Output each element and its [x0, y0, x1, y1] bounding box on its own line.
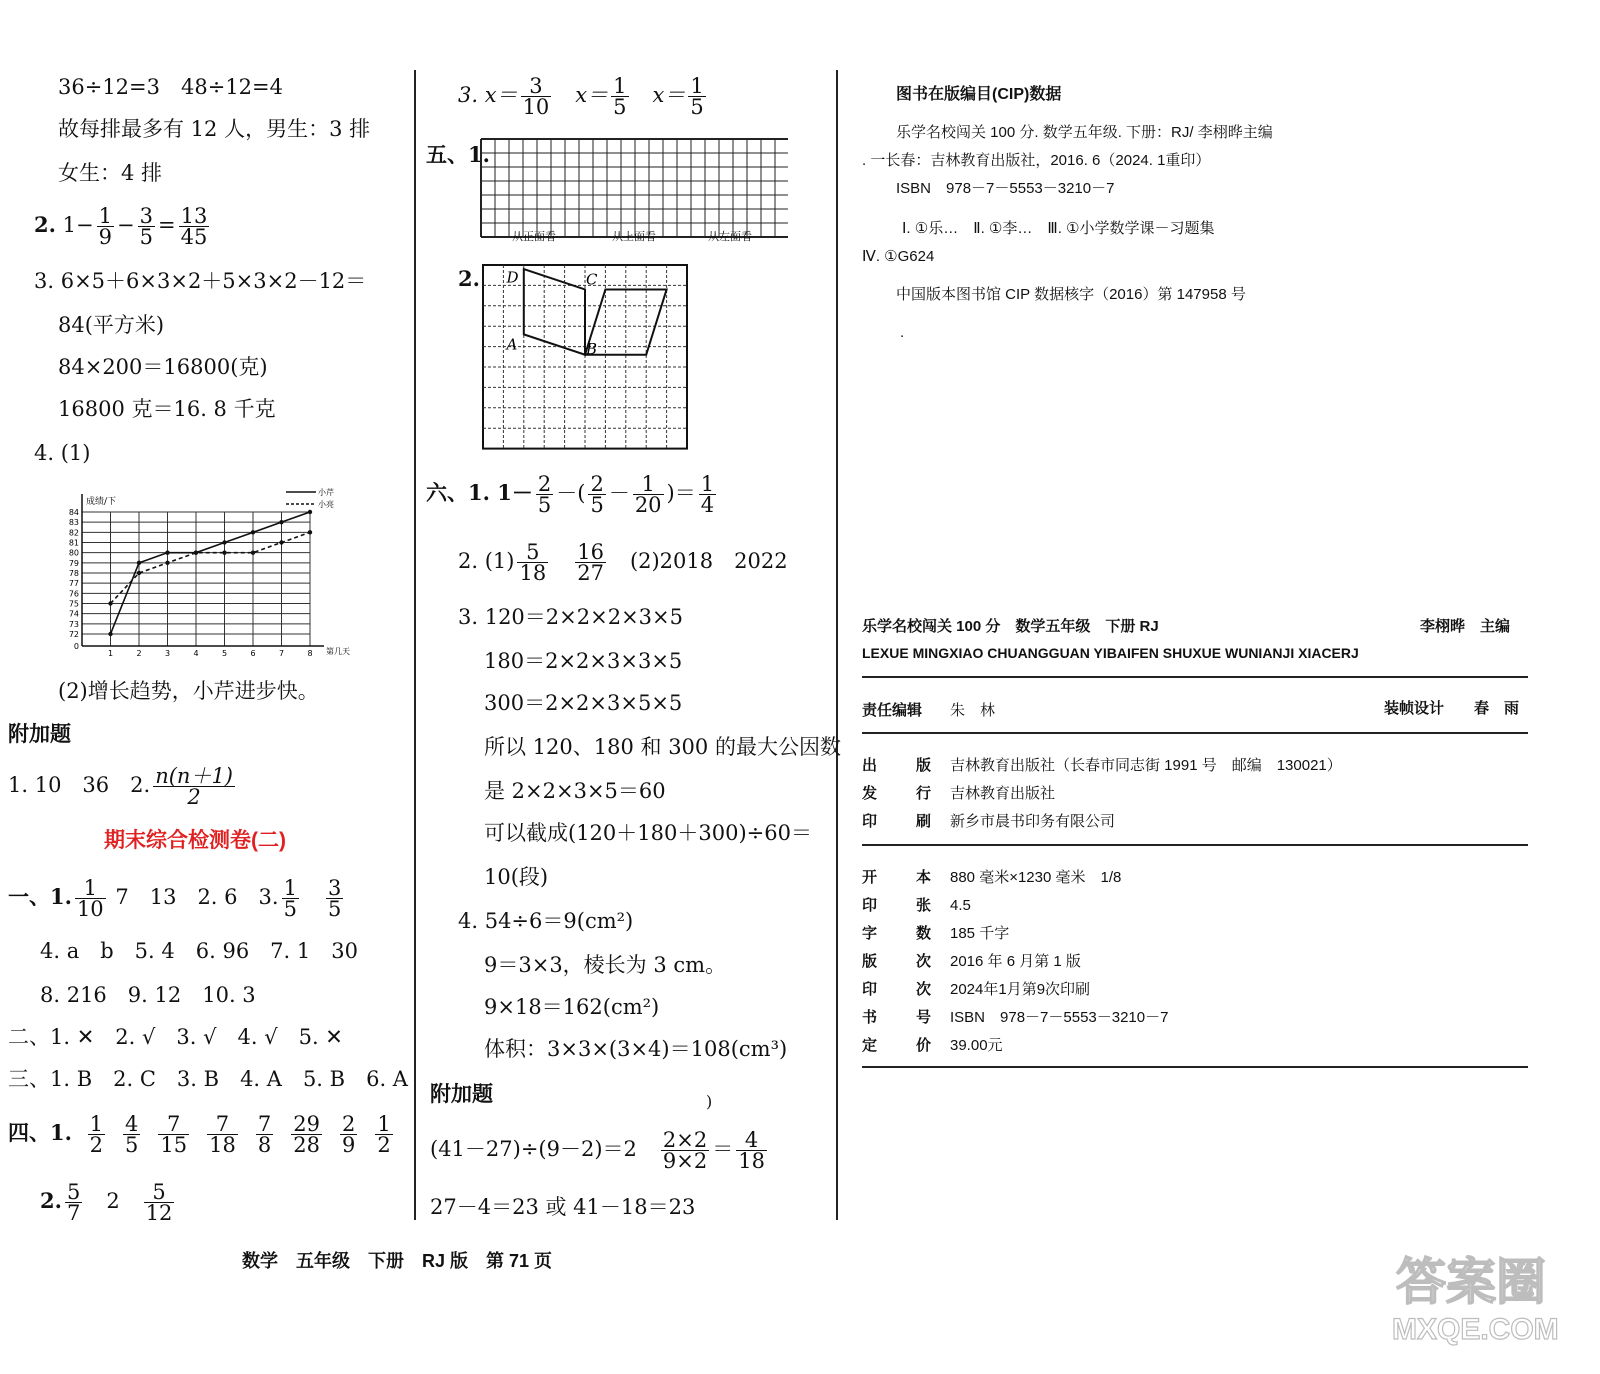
- fraction: $\frac{n(n+1)}{2}$: [155, 764, 233, 809]
- answer-line: 9×18＝162(cm²): [484, 995, 660, 1019]
- row-label-char: 张: [916, 897, 932, 914]
- divider: [862, 676, 1528, 678]
- cip-line: . 一长春：吉林教育出版社，2016. 6（2024. 1重印）: [862, 152, 1211, 169]
- fraction: $\frac{29}{28}$: [293, 1112, 320, 1157]
- row-value: ISBN 978－7－5553－3210－7: [950, 1009, 1169, 1026]
- fraction: $\frac{3}{5}$: [139, 204, 153, 249]
- extra-answers: [8, 760, 238, 810]
- point-label: C: [586, 270, 598, 289]
- fraction: $\frac{1}{4}$: [700, 472, 715, 517]
- answer-line: 是 2×2×3×5＝60: [484, 779, 666, 803]
- row-value: 39.00元: [950, 1037, 1003, 1054]
- row-label-char: 字: [862, 925, 878, 942]
- x-tick-label: 4: [193, 649, 199, 658]
- fraction-list: [79, 1112, 402, 1157]
- fraction: $\frac{7}{15}$: [160, 1112, 188, 1157]
- design-name: 春 雨: [1474, 700, 1520, 717]
- row-label-char: 印: [862, 981, 878, 998]
- row-label-char: 出: [862, 757, 878, 774]
- answer-line: 4. 54÷6＝9(cm²): [458, 909, 634, 933]
- x-tick-label: 1: [107, 649, 114, 658]
- answer-line: 16800 克＝16. 8 千克: [58, 397, 276, 421]
- answer-line: 三、1. B 2. C 3. B 4. A 5. B 6. A: [8, 1067, 408, 1091]
- fraction: $\frac{1}{5}$: [690, 74, 704, 119]
- y-tick-label: 84: [68, 508, 79, 517]
- cip-line: 乐学名校闯关 100 分. 数学五年级. 下册：RJ/ 李栩晔主编: [896, 124, 1273, 141]
- answer-line: 4. a b 5. 4 6. 96 7. 1 30: [40, 939, 358, 963]
- y-tick-label: 80: [68, 548, 79, 558]
- answer-line: 可以截成(120＋180＋300)÷60＝: [484, 821, 812, 845]
- view-label-top: 从上面看: [612, 230, 656, 243]
- answer-line: 二、1. ✕ 2. √ 3. √ 4. √ 5. ✕: [8, 1025, 343, 1049]
- fraction: $\frac{13}{45}$: [180, 204, 208, 249]
- data-point: [137, 561, 141, 565]
- row-label-char: 书: [862, 1009, 878, 1026]
- q-number: 2. (1): [458, 549, 515, 573]
- y-tick-label: 79: [68, 558, 79, 568]
- design-label: 装帧设计: [1384, 700, 1445, 717]
- answer-line: 9＝3×3，棱长为 3 cm。: [484, 953, 727, 977]
- page-footer: 数学 五年级 下册 RJ 版 第 71 页: [242, 1251, 553, 1271]
- answer-line: 故每排最多有 12 人，男生：3 排: [58, 117, 371, 141]
- point-label: A: [506, 335, 518, 354]
- row-label-char: 印: [862, 897, 878, 914]
- x-tick-label: 6: [250, 649, 256, 658]
- column-divider-1: [414, 70, 416, 1220]
- q-number: 2.: [40, 1188, 62, 1213]
- operator: －(: [556, 481, 586, 505]
- watermark-en: MXQE.COM: [1392, 1313, 1559, 1346]
- answer-line: 84(平方米): [58, 313, 165, 337]
- fraction: $\frac{2\times 2}{9\times 2}$: [662, 1128, 708, 1173]
- y-tick-label: 76: [68, 589, 79, 599]
- answer: (2)2018 2022: [629, 549, 788, 573]
- extra-title: 附加题: [8, 723, 71, 746]
- row-value: 吉林教育出版社（长春市同志街 1991 号 邮编 130021）: [950, 757, 1342, 774]
- answer-line: 4. (1): [34, 441, 91, 465]
- extra-1: 1. 10 36: [8, 773, 110, 797]
- answer-q2: [34, 200, 212, 250]
- data-point: [308, 510, 312, 514]
- fraction: $\frac{1}{9}$: [98, 204, 112, 249]
- row-value: 2024年1月第9次印刷: [950, 981, 1091, 998]
- row-label-char: 版: [916, 757, 932, 774]
- row-label-char: 本: [916, 869, 932, 886]
- y-tick-label: 72: [68, 630, 79, 639]
- x-tick-label: 3: [164, 649, 171, 658]
- row-value: 2016 年 6 月第 1 版: [950, 953, 1081, 970]
- y-tick-label: 73: [68, 619, 79, 629]
- colophon-title: 乐学名校闯关 100 分 数学五年级 下册 RJ: [862, 618, 1159, 635]
- answer: 2: [106, 1189, 120, 1213]
- y-axis-label: 成绩/下: [86, 497, 117, 507]
- y-tick-label: 74: [68, 609, 79, 619]
- data-point: [108, 632, 112, 636]
- answer-s6-1: [426, 468, 719, 518]
- cip-line: Ⅳ. ①G624: [862, 248, 935, 265]
- answer-line: 3. 6×5＋6×3×2＋5×3×2－12＝: [34, 269, 367, 293]
- legend-label: 小芹: [318, 488, 334, 497]
- cip-title: 图书在版编目(CIP)数据: [896, 86, 1062, 103]
- fraction: $\frac{7}{18}$: [209, 1112, 236, 1157]
- legend-label: 小亮: [318, 500, 334, 509]
- row-label-char: 定: [862, 1037, 878, 1054]
- x-tick-label: 2: [136, 649, 142, 658]
- extra-title: 附加题: [430, 1083, 493, 1106]
- x-axis-label: 第几天: [326, 647, 350, 656]
- data-point: [251, 530, 255, 534]
- cip-dot: .: [900, 324, 905, 341]
- row-label-char: 发: [862, 785, 878, 802]
- row-label-char: 次: [916, 953, 932, 970]
- x-tick-label: 5: [221, 649, 228, 658]
- y-tick-label: 78: [68, 569, 79, 578]
- data-point: [108, 601, 112, 605]
- x-tick-label: 8: [307, 649, 313, 658]
- original-shape: [524, 269, 585, 355]
- row-label-char: 数: [916, 925, 932, 942]
- resp-editor-label: 责任编辑: [862, 702, 923, 719]
- cip-line: 中国版本图书馆 CIP 数据核字（2016）第 147958 号: [896, 286, 1246, 303]
- q-number: 五、1.: [426, 142, 490, 167]
- data-point: [222, 540, 226, 544]
- row-label-char: 行: [916, 785, 932, 802]
- y-tick-label: 82: [68, 528, 79, 538]
- data-point: [251, 550, 255, 554]
- answer-line: 所以 120、180 和 300 的最大公因数: [484, 735, 841, 759]
- row-value: 新乡市晨书印务有限公司: [950, 813, 1116, 830]
- row-label-char: 次: [916, 981, 932, 998]
- extra-2-label: 2.: [130, 773, 151, 797]
- y-tick-label: 81: [68, 538, 79, 548]
- fraction: $\frac{5}{7}$: [66, 1180, 81, 1225]
- resp-editor-name: 朱 林: [950, 702, 996, 719]
- answer-line: 36÷12=3 48÷12=4: [58, 75, 283, 99]
- fraction: $\frac{1}{2}$: [377, 1112, 391, 1157]
- data-point: [279, 540, 283, 544]
- fraction: $\frac{2}{5}$: [537, 472, 552, 517]
- term: x＝: [575, 83, 609, 107]
- operator: )＝: [666, 481, 696, 505]
- y-tick-label: 77: [68, 579, 79, 589]
- q-number: 四、1.: [8, 1120, 72, 1145]
- x-tick-label: 7: [278, 649, 285, 658]
- fraction: $\frac{1}{20}$: [634, 472, 662, 517]
- answers: 7 13 2. 6 3.: [115, 885, 279, 909]
- answer-line: 300＝2×2×3×5×5: [484, 691, 683, 715]
- row-value: 吉林教育出版社: [950, 785, 1056, 802]
- row-value: 4.5: [950, 897, 971, 914]
- point-label: B: [586, 339, 598, 358]
- answer-s4-2: [40, 1176, 177, 1226]
- colophon-editor: 李栩晔 主编: [1420, 618, 1511, 635]
- cip-line: Ⅰ. ①乐… Ⅱ. ①李… Ⅲ. ①小学数学课－习题集: [902, 220, 1215, 237]
- answer-s4: [8, 1108, 402, 1158]
- term: x＝: [652, 83, 686, 107]
- term: 3. x＝: [458, 83, 518, 107]
- row-label-char: 印: [862, 813, 878, 830]
- q-number: 一、1.: [8, 884, 72, 909]
- fraction: $\frac{7}{8}$: [257, 1112, 272, 1157]
- answer-line: 8. 216 9. 12 10. 3: [40, 983, 256, 1007]
- divider: [862, 732, 1528, 734]
- q-number: 2.: [458, 266, 480, 291]
- operator: ＝: [712, 1137, 734, 1161]
- answer-q3: [458, 70, 709, 120]
- stray-mark: ): [706, 1092, 713, 1111]
- operator: −: [116, 213, 135, 237]
- column-divider-2: [836, 70, 838, 1220]
- row-value: 880 毫米×1230 毫米 1/8: [950, 869, 1122, 886]
- answer-s6-2: [458, 536, 788, 586]
- row-label-char: 版: [862, 953, 878, 970]
- answer-line: 84×200＝16800(克): [58, 355, 268, 379]
- divider: [862, 844, 1528, 846]
- data-point: [137, 571, 141, 575]
- view-label-front: 从正面看: [512, 230, 556, 243]
- extra-answer-1: [430, 1124, 770, 1174]
- y-tick-label: 75: [68, 599, 79, 609]
- answer-line: 180＝2×2×3×3×5: [484, 649, 683, 673]
- fraction: $\frac{1}{10}$: [76, 876, 104, 921]
- view-label-left: 从左面看: [708, 230, 752, 243]
- answer-line: 体积：3×3×(3×4)＝108(cm³): [484, 1037, 788, 1061]
- row-label-char: 刷: [916, 813, 932, 830]
- fraction: $\frac{1}{2}$: [89, 1112, 103, 1157]
- fraction: $\frac{2}{5}$: [590, 472, 604, 517]
- expression: (41－27)÷(9－2)＝2: [430, 1137, 637, 1161]
- operator: =: [157, 213, 176, 237]
- answer-s1: [8, 872, 346, 922]
- answer-line: 27－4＝23 或 41－18＝23: [430, 1195, 696, 1219]
- fraction: $\frac{4}{5}$: [125, 1112, 139, 1157]
- divider: [862, 1066, 1528, 1068]
- fraction: $\frac{1}{5}$: [283, 876, 297, 921]
- row-label-char: 号: [916, 1009, 932, 1026]
- answer-line: 3. 120＝2×2×2×3×5: [458, 605, 683, 629]
- q-number: 2.: [34, 212, 56, 237]
- q-number: 六、1. 1－: [426, 480, 533, 505]
- operator: －: [608, 481, 630, 505]
- fraction: $\frac{1}{5}$: [613, 74, 627, 119]
- line-chart: [60, 484, 360, 660]
- cip-line: ISBN 978－7－5553－3210－7: [896, 180, 1115, 197]
- colophon-pinyin: LEXUE MINGXIAO CHUANGGUAN YIBAIFEN SHUXUE WUNIANJI XIACERJ: [862, 645, 1359, 661]
- watermark-cn: 答案圈: [1396, 1254, 1546, 1310]
- fraction: $\frac{3}{10}$: [522, 74, 550, 119]
- answer-line: 女生：4 排: [58, 161, 163, 185]
- section-title: 期末综合检测卷(二): [104, 829, 286, 852]
- fraction: $\frac{2}{9}$: [341, 1112, 356, 1157]
- data-point: [222, 550, 226, 554]
- transformation-grid: [482, 264, 688, 450]
- row-value: 185 千字: [950, 925, 1010, 942]
- row-label-char: 开: [862, 869, 878, 886]
- data-point: [194, 550, 198, 554]
- fraction: $\frac{5}{18}$: [519, 540, 547, 585]
- data-point: [165, 550, 169, 554]
- answer-line: 10(段): [484, 865, 549, 889]
- fraction: $\frac{3}{5}$: [327, 876, 342, 921]
- fraction: $\frac{5}{12}$: [145, 1180, 173, 1225]
- fraction: $\frac{4}{18}$: [738, 1128, 765, 1173]
- data-point: [279, 520, 283, 524]
- term: 1: [62, 213, 76, 237]
- answer-line: (2)增长趋势，小芹进步快。: [58, 679, 319, 703]
- fraction: $\frac{16}{27}$: [577, 540, 604, 585]
- data-point: [308, 530, 312, 534]
- point-label: D: [506, 268, 519, 287]
- row-label-char: 价: [916, 1037, 932, 1054]
- data-point: [165, 561, 169, 565]
- operator: −: [76, 213, 94, 237]
- y-tick-label: 83: [68, 518, 79, 528]
- y-tick-label: 0: [73, 642, 79, 651]
